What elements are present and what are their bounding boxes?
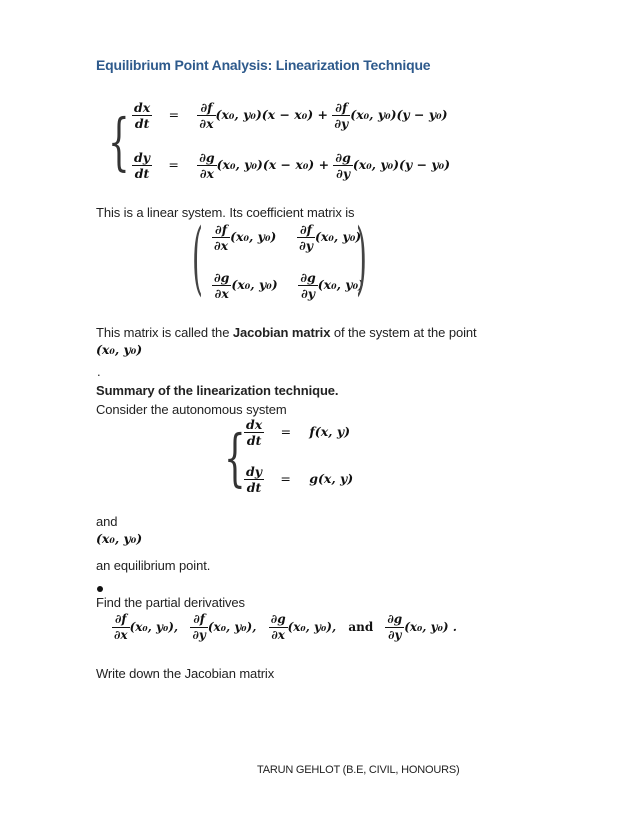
period: .	[97, 364, 101, 379]
find-partials-text: Find the partial derivatives	[96, 595, 245, 610]
write-jacobian-text: Write down the Jacobian matrix	[96, 666, 275, 681]
footer-author: TARUN GEHLOT (B.E, CIVIL, HONOURS)	[257, 764, 460, 776]
equilibrium-text: an equilibrium point.	[96, 558, 211, 573]
left-brace: {	[108, 105, 130, 178]
jacobian-sentence: This matrix is called the Jacobian matrix of the system at the point	[96, 325, 477, 340]
linear-system-text: This is a linear system. Its coefficient matrix is	[96, 205, 355, 220]
equilibrium-point: (x₀, y₀)	[96, 531, 143, 546]
point-x0-y0: (x₀, y₀)	[96, 342, 143, 357]
left-brace-2: {	[224, 421, 246, 494]
partials-list: $\frac{\partial f}{\partial x}$ (x₀, y₀), $\frac{\partial f}{\partial y}$ (x₀, y₀), $\frac{\partial g}{\partial x}$ (x₀, y₀), and $\frac{\partial g}{\partial y}$ (x₀, y₀) .	[114, 612, 457, 642]
system1-row1: $\frac{dx}{dt}$ = $\frac{\partial f}{\partial x}$ (x₀, y₀)(x − x₀) + $\frac{\partial f}{\partial y}$ (x₀, y₀)(y − y₀)	[134, 100, 448, 131]
system2-row1: $\frac{dx}{dt}$ = f(x, y)	[246, 417, 351, 448]
system1-row2: $\frac{dy}{dt}$ = $\frac{\partial g}{\partial x}$ (x₀, y₀)(x − x₀) + $\frac{\partial g}{\partial y}$ (x₀, y₀)(y − y₀)	[134, 150, 451, 181]
consider-text: Consider the autonomous system	[96, 402, 287, 417]
matrix-left-paren: (	[192, 211, 203, 304]
bullet-icon	[97, 586, 103, 592]
matrix-right-paren: )	[356, 211, 367, 304]
summary-heading: Summary of the linearization technique.	[96, 383, 339, 398]
coef-matrix-row2: $\frac{\partial g}{\partial x}$ (x₀, y₀) $\frac{\partial g}{\partial y}$ (x₀, y₀)	[214, 270, 364, 301]
coef-matrix-row1: $\frac{\partial f}{\partial x}$ (x₀, y₀) $\frac{\partial f}{\partial y}$ (x₀, y₀)	[214, 222, 362, 253]
system2-row2: $\frac{dy}{dt}$ = g(x, y)	[246, 464, 354, 495]
page-title: Equilibrium Point Analysis: Linearization Technique	[96, 57, 431, 73]
and-text: and	[96, 514, 118, 529]
